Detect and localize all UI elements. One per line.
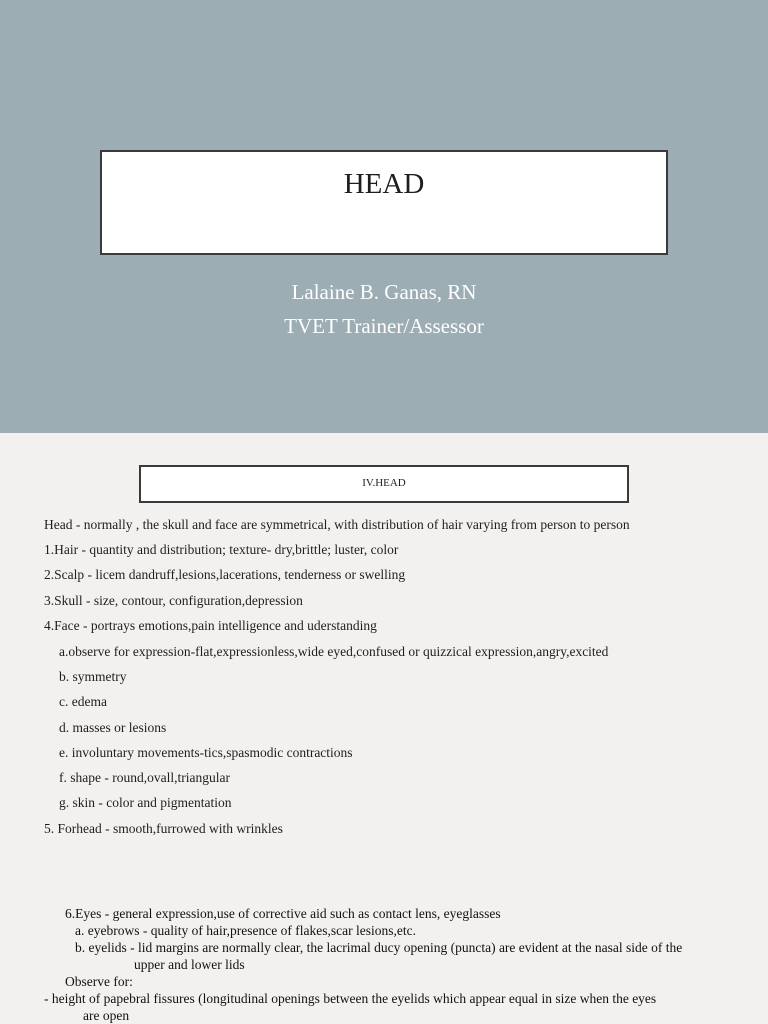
list-item: 5. Forhead - smooth,furrowed with wrinkles <box>44 821 283 836</box>
section-title: IV.HEAD <box>362 477 406 489</box>
observe-section <box>44 990 657 1024</box>
sub-list-item: a.observe for expression-flat,expressionless,wide eyed,confused or quizzical expression,angry,excited <box>59 644 609 659</box>
section-title-box <box>139 465 629 503</box>
observe-item: - height of papebral fissures (longitudinal openings between the eyelids which appear equal in size when the eyes <box>44 991 657 1006</box>
title-box <box>100 150 668 255</box>
observe-item-continued: are open <box>83 1008 130 1023</box>
sub-list-item: b. symmetry <box>59 669 127 684</box>
title-slide <box>0 0 768 433</box>
list-item: 1.Hair - quantity and distribution; texture- dry,brittle; luster, color <box>44 542 399 557</box>
sub-list-item: g. skin - color and pigmentation <box>59 795 232 810</box>
eyes-item-b-continued: upper and lower lids <box>134 957 245 972</box>
list-item: 2.Scalp - licem dandruff,lesions,lacerations, tenderness or swelling <box>44 567 406 582</box>
eyes-heading: 6.Eyes - general expression,use of corrective aid such as contact lens, eyeglasses <box>65 906 501 921</box>
sub-list-item: c. edema <box>59 694 107 709</box>
sub-list-item: d. masses or lesions <box>59 720 167 735</box>
sub-list-item: f. shape - round,ovall,triangular <box>59 770 230 785</box>
author-name: Lalaine B. Ganas, RN <box>291 280 477 304</box>
eyes-section <box>65 905 682 973</box>
eyes-item-a: a. eyebrows - quality of hair,presence of flakes,scar lesions,etc. <box>75 923 416 938</box>
intro-line: Head - normally , the skull and face are symmetrical, with distribution of hair varying from person to person <box>44 517 630 532</box>
author-role: TVET Trainer/Assessor <box>284 314 484 338</box>
slide-title: HEAD <box>343 168 425 200</box>
sub-list-item: e. involuntary movements-tics,spasmodic contractions <box>59 745 353 760</box>
observe-label: Observe for: <box>65 974 133 989</box>
list-item: 3.Skull - size, contour, configuration,depression <box>44 593 303 608</box>
content-slide <box>0 433 768 1024</box>
list-item: 4.Face - portrays emotions,pain intelligence and uderstanding <box>44 618 377 633</box>
eyes-item-b: b. eyelids - lid margins are normally clear, the lacrimal ducy opening (puncta) are evident at the nasal side of the <box>75 940 683 955</box>
